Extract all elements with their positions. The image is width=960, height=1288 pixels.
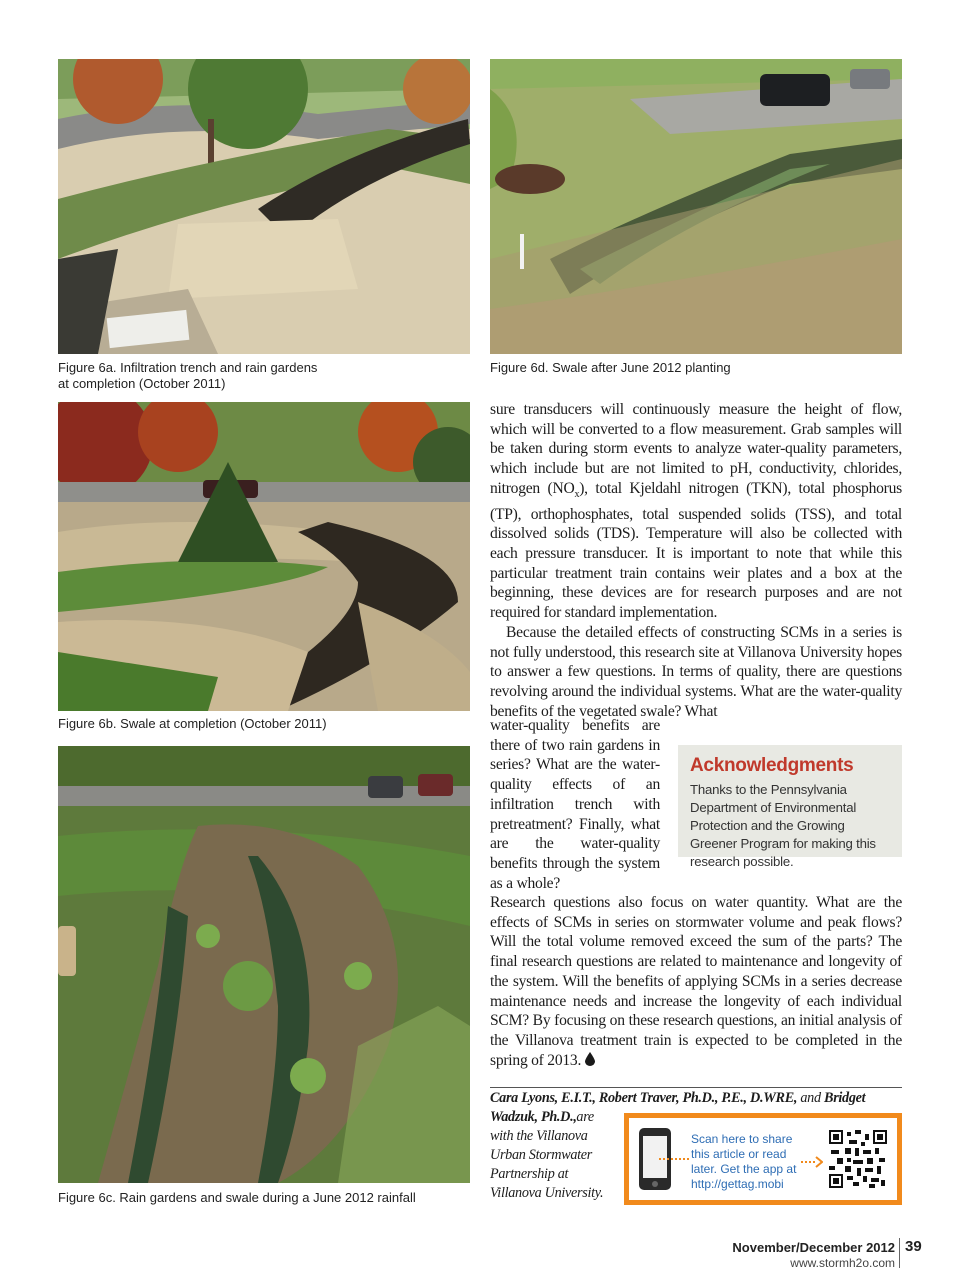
paragraph-1-text-rest: ), total Kjeldahl nitrogen (TKN), total phosphorus (TP), orthophosphates, total suspended solids (TSS), and total dissolved solids (TDS). Temperature will also be collected with each pressure transducer. It is important to note that while this particular treatment train contains weir plates and a box at the beginning, these devices are for research purposes and are not required for standard implementation. bbox=[490, 479, 902, 622]
qr-code-icon[interactable] bbox=[829, 1130, 887, 1188]
article-body-top bbox=[490, 400, 902, 721]
arrow-right-icon bbox=[801, 1156, 823, 1168]
water-drop-icon bbox=[585, 1052, 595, 1066]
figure-6d-caption: Figure 6d. Swale after June 2012 planting bbox=[490, 360, 731, 375]
author-affiliation bbox=[490, 1108, 620, 1203]
footer-divider bbox=[899, 1238, 900, 1268]
figure-6a-photo bbox=[58, 59, 470, 354]
website-url[interactable]: www.stormh2o.com bbox=[790, 1256, 895, 1270]
author-names-1: Cara Lyons, E.I.T., Robert Traver, Ph.D., P.E., D.WRE, bbox=[490, 1090, 798, 1106]
qr-promo-text: Scan here to share this article or read later. Get the app at http://gettag.mobi bbox=[691, 1132, 797, 1191]
qr-promo-box[interactable] bbox=[624, 1113, 902, 1205]
article-paragraph-3 bbox=[490, 893, 902, 1070]
author-and: and bbox=[797, 1090, 825, 1106]
figure-6c-caption: Figure 6c. Rain gardens and swale during a June 2012 rainfall bbox=[58, 1190, 416, 1205]
caption-line-2: at completion (October 2011) bbox=[58, 376, 226, 391]
article-body-narrow bbox=[490, 716, 660, 893]
page-number: 39 bbox=[905, 1238, 922, 1255]
acknowledgments-box bbox=[678, 745, 902, 869]
paragraph-1-text: sure transducers will continuously measure the height of flow, which will be converted to a flow measurement. Grab samples will be taken during storm events to analyze water-quality parameters, which include but are not limited to pH, conductivity, chlorides, nitrogen (NO bbox=[490, 401, 902, 497]
caption-line-1: Figure 6a. Infiltration trench and rain gardens bbox=[58, 360, 318, 375]
author-divider bbox=[490, 1087, 902, 1088]
issue-date: November/December 2012 bbox=[732, 1240, 895, 1255]
acknowledgments-text: Thanks to the Pennsylvania Department of Environmental Protection and the Growing Greener Program for making this research possible. bbox=[690, 782, 876, 869]
figure-6a-caption bbox=[58, 360, 470, 392]
figure-6b-caption: Figure 6b. Swale at completion (October 2011) bbox=[58, 716, 327, 731]
figure-6d-photo bbox=[490, 59, 902, 354]
article-paragraph-2: Because the detailed effects of constructing SCMs in a series is not fully understood, this research site at Villanova University hopes to answer a few questions. In terms of quality, there are questions revolving around the individual systems. What are the water-quality benefits of the vegetated swale? What bbox=[490, 623, 902, 720]
author-names-2: Bridget Wadzuk, Ph.D., bbox=[490, 1090, 866, 1125]
figure-6b-photo bbox=[58, 402, 470, 711]
figure-6c-photo bbox=[58, 746, 470, 1183]
article-body-bottom bbox=[490, 893, 902, 1070]
paragraph-3-text: Research questions also focus on water quantity. What are the effects of SCMs in series on stormwater volume and peak flows? Will the total volume removed exceed the sum of the parts? The final research questions are related to maintenance and longevity of the system. Will the benefits of applying SCMs in a series decrease maintenance needs and increase the longevity of each individual SCM? By focusing on these research questions, an initial analysis of the Villanova treatment train is expected to be completed in the spring of 2013. bbox=[490, 894, 902, 1069]
author-affiliation-text: are with the Villanova Urban Stormwater Partnership at Villanova University. bbox=[490, 1109, 604, 1201]
acknowledgments-title: Acknowledgments bbox=[690, 755, 854, 776]
dotted-line-icon bbox=[659, 1156, 691, 1162]
subscript-x: x bbox=[574, 488, 580, 500]
article-paragraph-1 bbox=[490, 400, 902, 623]
article-paragraph-2-continued: water-quality benefits are there of two rain gardens in series? What are the water-quality effects of an infiltration trench with pretreatment? Finally, what are the water-quality benefits through the system as a whole? bbox=[490, 717, 660, 892]
